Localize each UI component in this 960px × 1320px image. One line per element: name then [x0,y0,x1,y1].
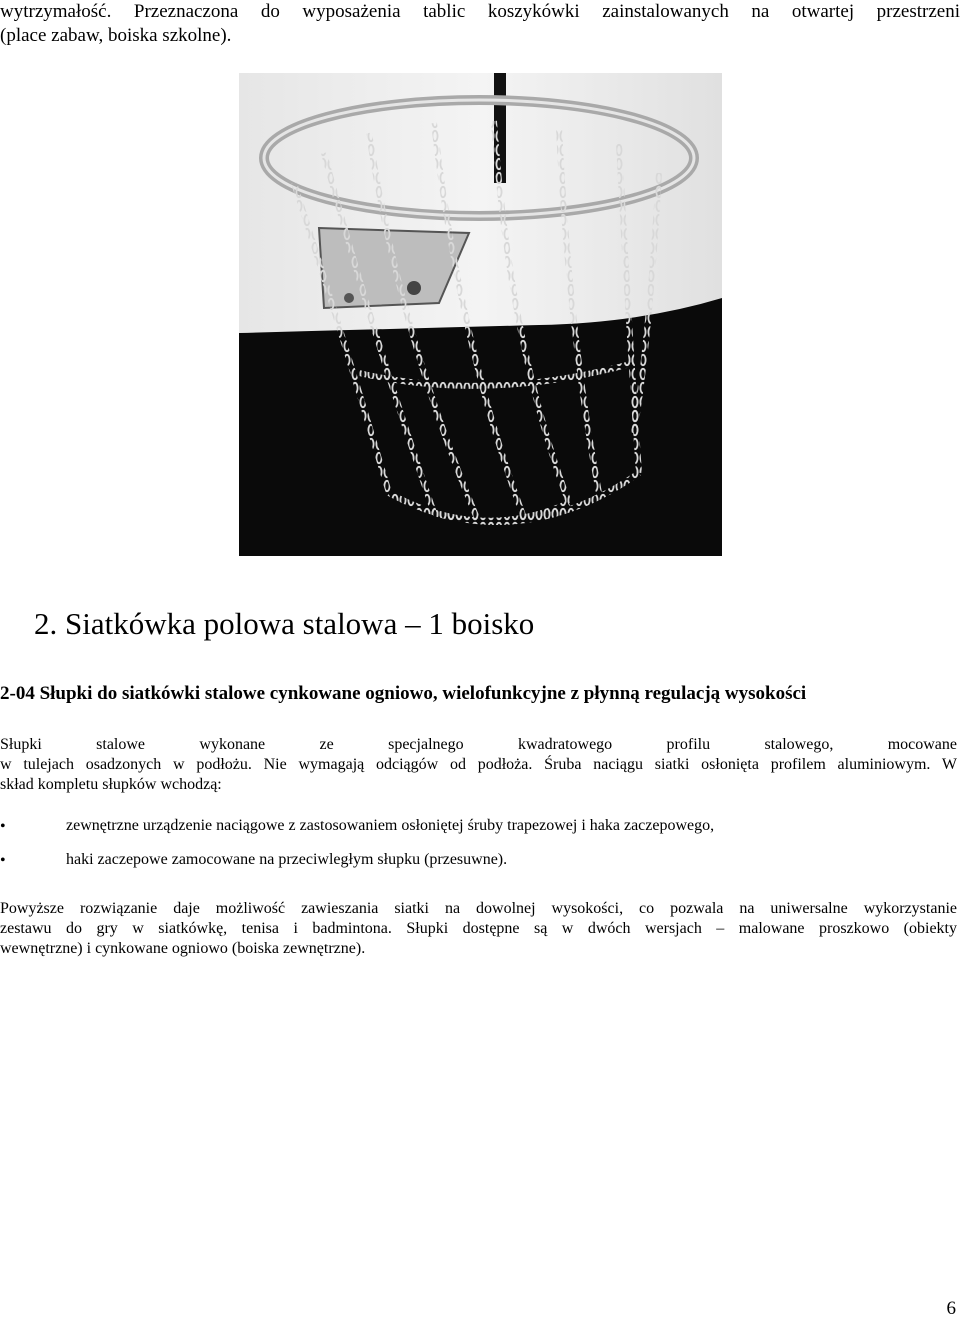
hoop-image [239,73,722,556]
page-number: 6 [946,1298,956,1319]
basketball-hoop-photo [239,73,722,556]
intro-line-1: wytrzymałość. Przeznaczona do wyposażenia tablic koszykówki zainstalowanych na otwartej przestrzeni [0,1,960,22]
list-item [0,850,960,884]
list-item-text: zewnętrzne urządzenie naciągowe z zastosowaniem osłoniętej śruby trapezowej i haka zaczepowego, [66,817,715,834]
bullet-icon: • [0,852,6,869]
closing-line-3: wewnętrzne) i cynkowane ogniowo (boiska zewnętrzne). [0,940,366,957]
description-line-1: Słupki stalowe wykonane ze specjalnego kwadratowego profilu stalowego, mocowane [0,736,957,753]
list-item [0,816,960,850]
bullet-list [0,816,960,884]
intro-line-2: (place zabaw, boiska szkolne). [0,25,232,46]
bullet-icon: • [0,818,6,835]
closing-line-2: zestawu do gry w siatkówkę, tenisa i badmintona. Słupki dostępne są w dwóch wersjach – malowane proszkowo (obiekty [0,920,957,937]
description-line-3: skład kompletu słupków wchodzą: [0,776,222,793]
closing-paragraph [0,899,957,959]
intro-paragraph [0,0,960,48]
list-item-text: haki zaczepowe zamocowane na przeciwległym słupku (przesuwne). [66,851,508,868]
section-title: 2. Siatkówka polowa stalowa – 1 boisko [34,606,535,641]
closing-line-1: Powyższe rozwiązanie daje możliwość zawieszania siatki na dowolnej wysokości, co pozwala na uniwersalne wykorzystanie [0,900,957,917]
description-line-2: w tulejach osadzonych w podłożu. Nie wymagają odciągów od podłoża. Śruba naciągu siatki osłonięta profilem aluminiowym. W [0,756,957,773]
product-heading: 2-04 Słupki do siatkówki stalowe cynkowane ogniowo, wielofunkcyjne z płynną regulacją wysokości [0,683,807,704]
product-description [0,735,957,795]
